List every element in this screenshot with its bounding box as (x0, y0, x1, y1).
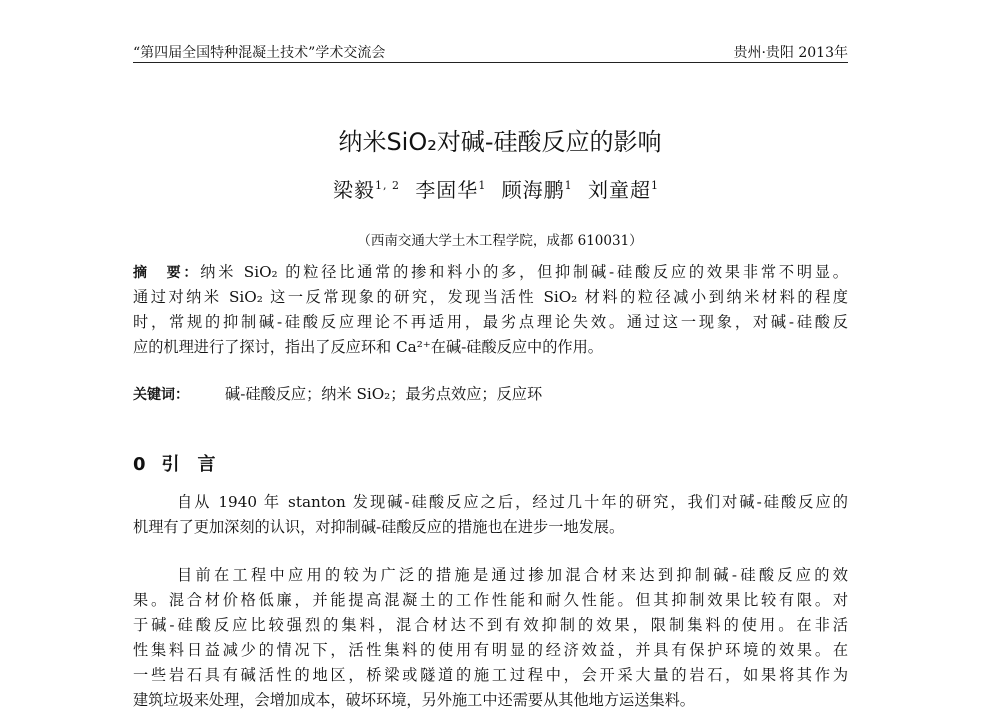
abstract-line: 应的机理进行了探讨，指出了反应环和 Ca²⁺在碱-硅酸反应中的作用。 (133, 338, 603, 356)
running-header (133, 40, 848, 63)
section-title: 引言 (161, 454, 234, 475)
author-name: 梁毅 (332, 178, 375, 202)
abstract (133, 260, 848, 360)
abstract-text: 纳米 SiO₂ 的粒径比通常的掺和料小的多，但抑制碱-硅酸反应的效果非常不明显。 (200, 263, 848, 281)
author-name: 顾海鹏 (501, 178, 565, 202)
keywords-label: 关键词： (133, 387, 189, 403)
section-heading (133, 450, 234, 476)
author-affiliation-mark: 1 (651, 179, 660, 193)
paragraph-line: 自从 1940 年 stanton 发现碱-硅酸反应之后，经过几十年的研究，我们对碱-硅酸反应的 (177, 493, 848, 511)
paragraph-line: 建筑垃圾来处理，会增加成本，破坏环境，另外施工中还需要从其他地方运送集料。 (133, 691, 695, 709)
author-affiliation-mark: 1, 2 (374, 179, 400, 193)
author-name: 刘童超 (588, 178, 652, 202)
paragraph-line: 目前在工程中应用的较为广泛的措施是通过掺加混合材来达到抑制碱-硅酸反应的效 (177, 566, 848, 584)
paragraph-line: 机理有了更加深刻的认识，对抑制碱-硅酸反应的措施也在进步一地发展。 (133, 518, 625, 536)
paper-title: 纳米SiO₂对碱-硅酸反应的影响 (338, 128, 662, 156)
abstract-line (133, 260, 848, 285)
paragraph-line: 一些岩石具有碱活性的地区，桥梁或隧道的施工过程中，会开采大量的岩石，如果将其作为 (133, 666, 848, 684)
paragraph (133, 490, 848, 540)
keywords (133, 383, 542, 404)
author-affiliation-mark: 1 (564, 179, 573, 193)
keywords-text: 碱-硅酸反应；纳米 SiO₂；最劣点效应；反应环 (225, 385, 543, 403)
conference-name: “第四届全国特种混凝土技术”学术交流会 (133, 45, 386, 61)
paragraph-line: 果。混合材价格低廉，并能提高混凝土的工作性能和耐久性能。但其抑制效果比较有限。对 (133, 591, 848, 609)
abstract-line: 时，常规的抑制碱-硅酸反应理论不再适用，最劣点理论失效。通过这一现象，对碱-硅酸反 (133, 313, 848, 331)
abstract-line: 通过对纳米 SiO₂ 这一反常现象的研究，发现当活性 SiO₂ 材料的粒径减小到纳米材料的程度 (133, 288, 848, 306)
paragraph (133, 563, 848, 713)
author-name: 李固华 (415, 178, 479, 202)
location-year: 贵州·贵阳 2013年 (733, 45, 848, 61)
author-list (0, 174, 1000, 203)
paragraph-line: 性集料日益减少的情况下，活性集料的使用有明显的经济效益，并具有保护环境的效果。在 (133, 641, 848, 659)
affiliation: （西南交通大学土木工程学院，成都 610031） (357, 233, 643, 249)
abstract-label: 摘 要： (133, 265, 201, 281)
author-affiliation-mark: 1 (478, 179, 487, 193)
section-number: 0 (133, 454, 148, 475)
paragraph-line: 于碱-硅酸反应比较强烈的集料，混合材达不到有效抑制的效果，限制集料的使用。在非活 (133, 616, 848, 634)
